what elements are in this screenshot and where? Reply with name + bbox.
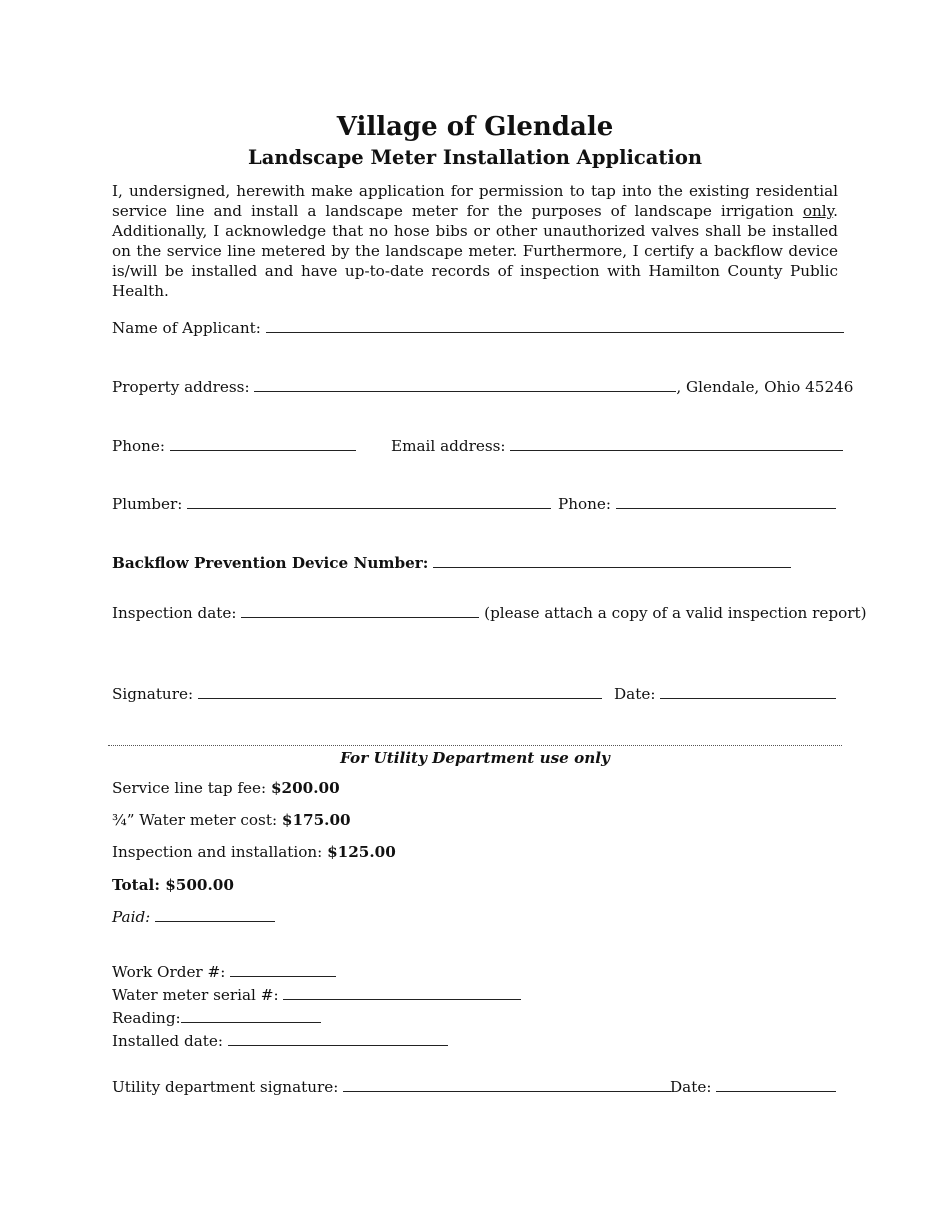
inspection-date-label: Inspection date: (112, 604, 237, 622)
backflow-number-field[interactable] (433, 553, 791, 568)
plumber-phone-label: Phone: (558, 495, 612, 513)
signature-date-field[interactable] (660, 684, 836, 699)
reading-field[interactable] (181, 1008, 321, 1023)
utility-signature-field[interactable] (343, 1077, 671, 1092)
reading-row (112, 1008, 321, 1028)
signature-row (112, 684, 602, 704)
meter-serial-label: Water meter serial #: (112, 986, 279, 1004)
intro-paragraph (112, 181, 838, 301)
installed-date-field[interactable] (228, 1031, 448, 1046)
utility-section-heading: For Utility Department use only (340, 749, 610, 767)
applicant-name-label: Name of Applicant: (112, 319, 261, 337)
property-address-row (112, 377, 853, 397)
total-fee: Total: $500.00 (112, 876, 234, 894)
property-address-suffix: , Glendale, Ohio 45246 (676, 378, 854, 396)
document-title: Village of Glendale (336, 112, 614, 142)
utility-signature-row (112, 1077, 671, 1097)
applicant-email-field[interactable] (510, 436, 843, 451)
applicant-email-row (391, 436, 843, 456)
applicant-phone-label: Phone: (112, 437, 166, 455)
tap-fee-value: $200.00 (270, 779, 340, 797)
utility-date-label: Date: (670, 1078, 712, 1096)
backflow-row (112, 553, 791, 573)
property-address-field[interactable] (254, 377, 676, 392)
document-subtitle: Landscape Meter Installation Application (247, 146, 703, 169)
signature-label: Signature: (112, 685, 194, 703)
meter-cost-row (112, 810, 351, 830)
utility-date-field[interactable] (716, 1077, 836, 1092)
inspection-date-row (112, 603, 867, 623)
inspection-fee-label: Inspection and installation: (112, 843, 328, 861)
plumber-field[interactable] (187, 494, 551, 509)
inspection-note: (please attach a copy of a valid inspection report) (484, 604, 867, 622)
meter-serial-field[interactable] (283, 985, 521, 1000)
installed-date-row (112, 1031, 448, 1051)
signature-date-label: Date: (614, 685, 656, 703)
paid-label: Paid: (112, 908, 151, 926)
plumber-phone-field[interactable] (616, 494, 836, 509)
work-order-label: Work Order #: (112, 963, 226, 981)
backflow-label: Backflow Prevention Device Number: (112, 554, 429, 572)
applicant-phone-row (112, 436, 356, 456)
property-address-label: Property address: (112, 378, 250, 396)
plumber-label: Plumber: (112, 495, 183, 513)
meter-serial-row (112, 985, 521, 1005)
work-order-field[interactable] (230, 962, 336, 977)
plumber-row (112, 494, 551, 514)
applicant-email-label: Email address: (391, 437, 506, 455)
reading-label: Reading: (112, 1009, 181, 1027)
applicant-name-field[interactable] (266, 318, 844, 333)
paid-row (112, 907, 275, 927)
paid-field[interactable] (155, 907, 275, 922)
installed-date-label: Installed date: (112, 1032, 223, 1050)
applicant-phone-field[interactable] (170, 436, 356, 451)
meter-cost-label: ¾” Water meter cost: (112, 811, 282, 829)
utility-signature-label: Utility department signature: (112, 1078, 339, 1096)
signature-field[interactable] (198, 684, 602, 699)
utility-date-row (670, 1077, 836, 1097)
work-order-row (112, 962, 336, 982)
applicant-name-row (112, 318, 844, 338)
section-divider (108, 745, 842, 746)
tap-fee-row (112, 778, 340, 798)
intro-text-part2: . Additionally, I acknowledge that no hose bibs or other unauthorized valves shall be installed on the service line metered by the landscape meter. Furthermore, I certify a backflow device is/will be installed and have up-to-date records of inspection with Hamilton County Public Health. (112, 202, 838, 300)
tap-fee-label: Service line tap fee: (112, 779, 271, 797)
inspection-fee-value: $125.00 (327, 843, 396, 861)
inspection-fee-row (112, 842, 396, 862)
intro-underlined-word: only (802, 202, 834, 220)
meter-cost-value: $175.00 (281, 811, 351, 829)
inspection-date-field[interactable] (241, 603, 479, 618)
signature-date-row (614, 684, 836, 704)
plumber-phone-row (558, 494, 836, 514)
intro-text-part1: I, undersigned, herewith make application for permission to tap into the existing residential service line and install a landscape meter for the purposes of landscape irrigation (112, 182, 838, 220)
